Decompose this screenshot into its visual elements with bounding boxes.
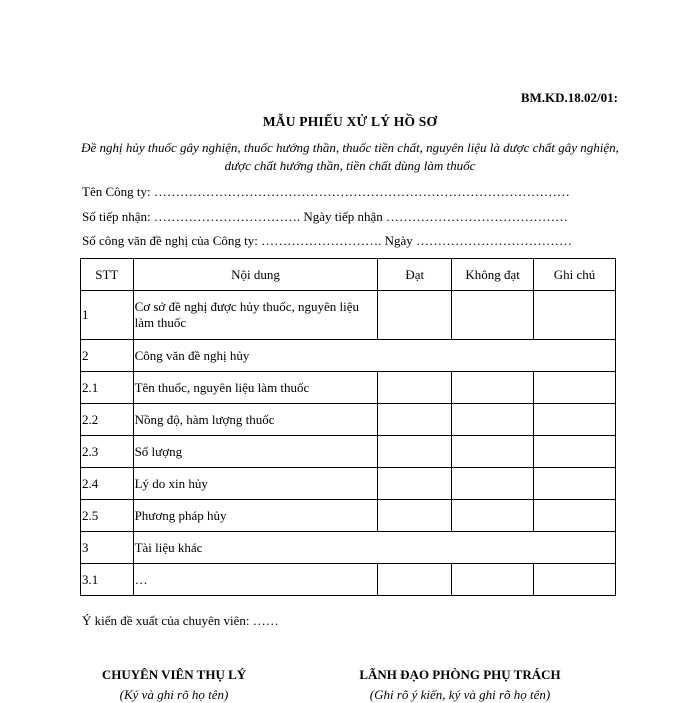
row-content: Tên thuốc, nguyên liệu làm thuốc (133, 372, 378, 404)
row-stt: 2 (81, 340, 134, 372)
table-row (81, 468, 616, 500)
row-content: Nồng độ, hàm lượng thuốc (133, 404, 378, 436)
row-stt: 1 (81, 291, 134, 340)
pass-cell[interactable] (378, 372, 452, 404)
note-cell[interactable] (534, 372, 616, 404)
header-note: Ghi chú (534, 259, 616, 291)
pass-cell[interactable] (378, 404, 452, 436)
fail-cell[interactable] (452, 291, 534, 340)
receipt-number-field: Số tiếp nhận: ……………………………. Ngày tiếp nhận …………………………………… (82, 209, 569, 224)
row-content: Công văn đề nghị hủy (133, 340, 615, 372)
table-row (81, 404, 616, 436)
row-stt: 2.2 (81, 404, 134, 436)
table-header-row (81, 259, 616, 291)
fail-cell[interactable] (452, 372, 534, 404)
header-pass: Đạt (378, 259, 452, 291)
row-stt: 2.1 (81, 372, 134, 404)
note-cell[interactable] (534, 500, 616, 532)
fail-cell[interactable] (452, 404, 534, 436)
table-row (81, 532, 616, 564)
row-stt: 2.4 (81, 468, 134, 500)
note-cell[interactable] (534, 404, 616, 436)
header-fail: Không đạt (452, 259, 534, 291)
fail-cell[interactable] (452, 468, 534, 500)
company-name-field: Tên Công ty: …………………………………………………………………………………… (82, 184, 570, 199)
header-stt: STT (81, 259, 134, 291)
note-cell[interactable] (534, 291, 616, 340)
header-content: Nội dung (133, 259, 378, 291)
row-content: Cơ sở đề nghị được hủy thuốc, nguyên liệu làm thuốc (133, 291, 378, 340)
row-stt: 3.1 (81, 564, 134, 596)
form-subtitle: Đề nghị hủy thuốc gây nghiện, thuốc hướng thần, thuốc tiền chất, nguyên liệu là dược chất gây nghiện, dược chất hướng thần, tiền chất dùng làm thuốc (81, 140, 619, 173)
table-row (81, 340, 616, 372)
row-content: Tài liệu khác (133, 532, 615, 564)
row-content: Phương pháp hủy (133, 500, 378, 532)
signature-role-specialist: CHUYÊN VIÊN THỤ LÝ (101, 667, 247, 682)
signature-role-leader: LÃNH ĐẠO PHÒNG PHỤ TRÁCH (359, 667, 561, 682)
row-content: Số lượng (133, 436, 378, 468)
signature-block-leader (330, 667, 590, 703)
pass-cell[interactable] (378, 500, 452, 532)
dispatch-number-field: Số công văn đề nghị của Công ty: ………………………. Ngày ……………………………… (82, 233, 572, 248)
row-content: … (133, 564, 378, 596)
row-stt: 2.5 (81, 500, 134, 532)
note-cell[interactable] (534, 468, 616, 500)
row-stt: 2.3 (81, 436, 134, 468)
signature-hint-specialist: (Ký và ghi rõ họ tên) (119, 687, 229, 702)
review-table (80, 258, 616, 596)
note-cell[interactable] (534, 564, 616, 596)
fail-cell[interactable] (452, 500, 534, 532)
table-row (81, 436, 616, 468)
fail-cell[interactable] (452, 436, 534, 468)
pass-cell[interactable] (378, 436, 452, 468)
table-row (81, 291, 616, 340)
pass-cell[interactable] (378, 564, 452, 596)
row-content: Lý do xin hủy (133, 468, 378, 500)
pass-cell[interactable] (378, 291, 452, 340)
fail-cell[interactable] (452, 564, 534, 596)
table-row (81, 564, 616, 596)
form-title: MẪU PHIẾU XỬ LÝ HỒ SƠ (262, 114, 438, 129)
pass-cell[interactable] (378, 468, 452, 500)
form-code: BM.KD.18.02/01: (520, 90, 618, 105)
specialist-opinion: Ý kiến đề xuất của chuyên viên: …… (82, 613, 279, 628)
row-stt: 3 (81, 532, 134, 564)
table-row (81, 372, 616, 404)
table-row (81, 500, 616, 532)
signature-block-specialist (80, 667, 268, 703)
note-cell[interactable] (534, 436, 616, 468)
signature-hint-leader: (Ghi rõ ý kiến, ký và ghi rõ họ tên) (369, 687, 551, 702)
